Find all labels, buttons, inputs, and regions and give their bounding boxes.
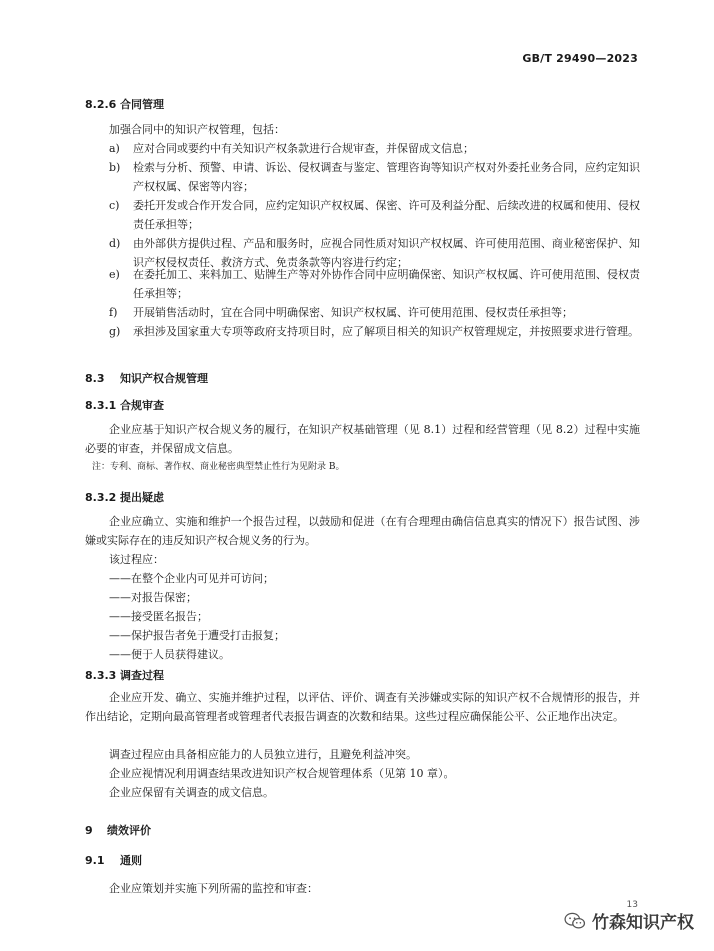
list-marker: f) (109, 306, 118, 319)
watermark-text: 竹森知识产权 (592, 913, 694, 933)
section-title: 知识产权合规管理 (120, 372, 208, 385)
section-title: 提出疑虑 (120, 491, 164, 504)
paragraph-line: 企业应视情况利用调查结果改进知识产权合规管理体系（见第 10 章）。 (109, 767, 455, 780)
list-marker: b) (109, 161, 121, 174)
paragraph: 企业应确立、实施和维护一个报告过程，以鼓励和促进（在有合理理由确信信息真实的情况下）报告试图、涉嫌或实际存在的违反知识产权合规义务的行为。 (85, 515, 640, 547)
note: 注：专利、商标、著作权、商业秘密典型禁止性行为见附录 B。 (92, 462, 345, 472)
section-title: 调查过程 (120, 669, 164, 682)
section-number: 8.3.1 (85, 399, 117, 412)
section-heading-9-1 (85, 852, 142, 868)
section-number: 8.3 (85, 372, 105, 385)
paragraph-line: 企业应保留有关调查的成文信息。 (109, 786, 274, 799)
list-marker: e) (109, 268, 120, 281)
section-heading-8-3-2 (85, 489, 164, 505)
list-item-e (109, 265, 640, 303)
list-item-text: 应对合同或要约中有关知识产权条款进行合规审查，并保留成文信息； (133, 142, 474, 155)
dash-item: ——接受匿名报告； (109, 610, 208, 623)
list-item-text: 由外部供方提供过程、产品和服务时，应视合同性质对知识产权权属、许可使用范围、商业秘密保护、知识产权侵权责任、救济方式、免责条款等内容进行约定； (133, 237, 640, 269)
list-item-text: 承担涉及国家重大专项等政府支持项目时，应了解项目相关的知识产权管理规定，并按照要求进行管理。 (133, 325, 639, 338)
section-heading-9 (85, 822, 151, 838)
list-item-c (109, 196, 640, 234)
dash-item: ——在整个企业内可见并可访问； (109, 572, 274, 585)
list-marker: a) (109, 142, 120, 155)
standard-code: GB/T 29490—2023 (522, 52, 638, 65)
list-marker: d) (109, 237, 121, 250)
section-heading-8-2-6 (85, 96, 164, 112)
list-item-g (109, 322, 640, 341)
section-heading-8-3-1 (85, 397, 164, 413)
dash-item: ——保护报告者免于遭受打击报复； (109, 629, 285, 642)
list-item-b (109, 158, 640, 196)
list-marker: g) (109, 325, 121, 338)
list-item-text: 开展销售活动时，宜在合同中明确保密、知识产权权属、许可使用范围、侵权责任承担等； (133, 306, 573, 319)
dash-item: ——对报告保密； (109, 591, 197, 604)
wechat-icon (564, 912, 586, 930)
list-item-a (109, 139, 640, 158)
section-heading-8-3 (85, 370, 208, 386)
dash-item: ——便于人员获得建议。 (109, 648, 230, 661)
section-title: 通则 (120, 854, 142, 867)
list-marker: c) (109, 199, 120, 212)
list-item-text: 检索与分析、预警、申请、诉讼、侵权调查与鉴定、管理咨询等知识产权对外委托业务合同，应约定知识产权权属、保密等内容； (133, 161, 640, 193)
section-number: 8.2.6 (85, 98, 117, 111)
paragraph-line: 企业应策划并实施下列所需的监控和审查： (109, 882, 318, 895)
paragraph-lead: 该过程应： (109, 553, 164, 566)
section-number: 8.3.3 (85, 669, 117, 682)
list-item-f (109, 303, 640, 322)
section-number: 8.3.2 (85, 491, 117, 504)
section-title: 绩效评价 (107, 824, 151, 837)
section-number: 9.1 (85, 854, 105, 867)
section-number: 9 (85, 824, 93, 837)
paragraph: 企业应开发、确立、实施并维护过程，以评估、评价、调查有关涉嫌或实际的知识产权不合规情形的报告，并作出结论，定期向最高管理者或管理者代表报告调查的次数和结果。这些过程应确保能公平、公正地作出决定。 (85, 691, 640, 723)
section-title: 合同管理 (120, 98, 164, 111)
paragraph: 企业应基于知识产权合规义务的履行，在知识产权基础管理（见 8.1）过程和经营管理（见 8.2）过程中实施必要的审查，并保留成文信息。 (85, 423, 640, 455)
section-title: 合规审查 (120, 399, 164, 412)
page-number: 13 (626, 900, 638, 910)
section-intro: 加强合同中的知识产权管理，包括： (109, 123, 285, 136)
section-heading-8-3-3 (85, 667, 164, 683)
list-item-text: 在委托加工、来料加工、贴牌生产等对外协作合同中应明确保密、知识产权权属、许可使用范围、侵权责任承担等； (133, 268, 640, 300)
watermark (564, 908, 694, 933)
paragraph-line: 调查过程应由具备相应能力的人员独立进行，且避免利益冲突。 (109, 748, 417, 761)
list-item-text: 委托开发或合作开发合同，应约定知识产权权属、保密、许可及利益分配、后续改进的权属和使用、侵权责任承担等； (133, 199, 640, 231)
